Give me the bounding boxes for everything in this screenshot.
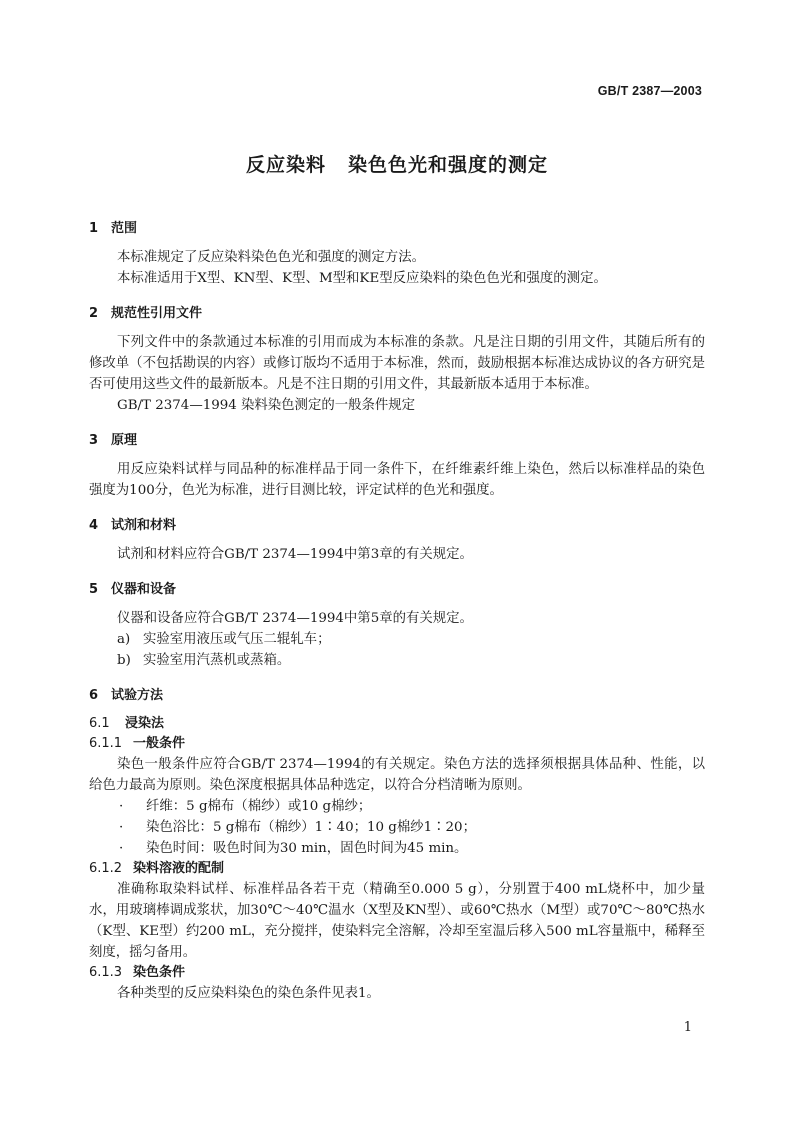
section-heading-6: 6 试验方法 — [89, 688, 164, 703]
paragraph: 本标准适用于X型、KN型、K型、M型和KE型反应染料的染色色光和强度的测定。 — [117, 271, 607, 286]
subsection-heading-6-1-3: 6.1.3 染色条件 — [89, 965, 186, 980]
subsection-heading-6-1-1: 6.1.1 一般条件 — [89, 736, 186, 751]
paragraph: 仪器和设备应符合GB/T 2374—1994中第5章的有关规定。 — [117, 611, 473, 626]
list-item: a) 实验室用液压或气压二辊轧车； — [117, 632, 331, 647]
standard-code: GB/T 2387—2003 — [597, 84, 702, 98]
section-heading-1: 1 范围 — [89, 221, 138, 236]
subsection-heading-6-1-2: 6.1.2 染料溶液的配制 — [89, 861, 225, 876]
page-number: 1 — [683, 1020, 692, 1035]
paragraph: 用反应染料试样与同品种的标准样品于同一条件下，在纤维素纤维上染色，然后以标准样品的染色强度为100分，色光为标准，进行目测比较，评定试样的色光和强度。 — [89, 462, 705, 498]
normative-reference: GB/T 2374—1994 染料染色测定的一般条件规定 — [117, 398, 416, 413]
paragraph: 染色一般条件应符合GB/T 2374—1994的有关规定。染色方法的选择须根据具体品种、性能，以给色力最高为原则。染色深度根据具体品种选定，以符合分档清晰为原则。 — [89, 757, 705, 793]
subsection-heading-6-1: 6.1 浸染法 — [89, 716, 165, 731]
title-part-1: 反应染料 — [245, 154, 326, 176]
list-item: · 纤维：5 g棉布（棉纱）或10 g棉纱； — [119, 799, 372, 814]
section-heading-4: 4 试剂和材料 — [89, 518, 177, 533]
list-item: · 染色时间：吸色时间为30 min，固色时间为45 min。 — [119, 841, 468, 856]
paragraph: 下列文件中的条款通过本标准的引用而成为本标准的条款。凡是注日期的引用文件，其随后所有的修改单（不包括勘误的内容）或修订版均不适用于本标准，然而，鼓励根据本标准达成协议的各方研究是否可使用这些文件的最新版本。凡是不注日期的引用文件，其最新版本适用于本标准。 — [89, 335, 705, 392]
document-body — [89, 218, 705, 1004]
paragraph: 各种类型的反应染料染色的染色条件见表1。 — [117, 986, 380, 1001]
title-part-2: 染色色光和强度的测定 — [348, 154, 549, 176]
list-item: · 染色浴比：5 g棉布（棉纱）1∶40；10 g棉纱1∶20； — [119, 820, 476, 835]
paragraph: 本标准规定了反应染料染色色光和强度的测定方法。 — [117, 250, 425, 265]
paragraph: 准确称取染料试样、标准样品各若干克（精确至0.000 5 g），分别置于400 mL烧杯中，加少量水，用玻璃棒调成浆状，加30℃～40℃温水（X型及KN型）、或60℃热水（M型）或70℃～80℃热水（K型、KE型）约200 mL，充分搅拌，使染料完全溶解，冷却至室温后移入500 mL容量瓶中，稀释至刻度，摇匀备用。 — [89, 882, 705, 960]
section-heading-2: 2 规范性引用文件 — [89, 306, 203, 321]
document-title — [0, 150, 794, 177]
section-heading-5: 5 仪器和设备 — [89, 582, 177, 597]
section-heading-3: 3 原理 — [89, 433, 138, 448]
list-item: b) 实验室用汽蒸机或蒸箱。 — [117, 653, 291, 668]
paragraph: 试剂和材料应符合GB/T 2374—1994中第3章的有关规定。 — [117, 547, 473, 562]
